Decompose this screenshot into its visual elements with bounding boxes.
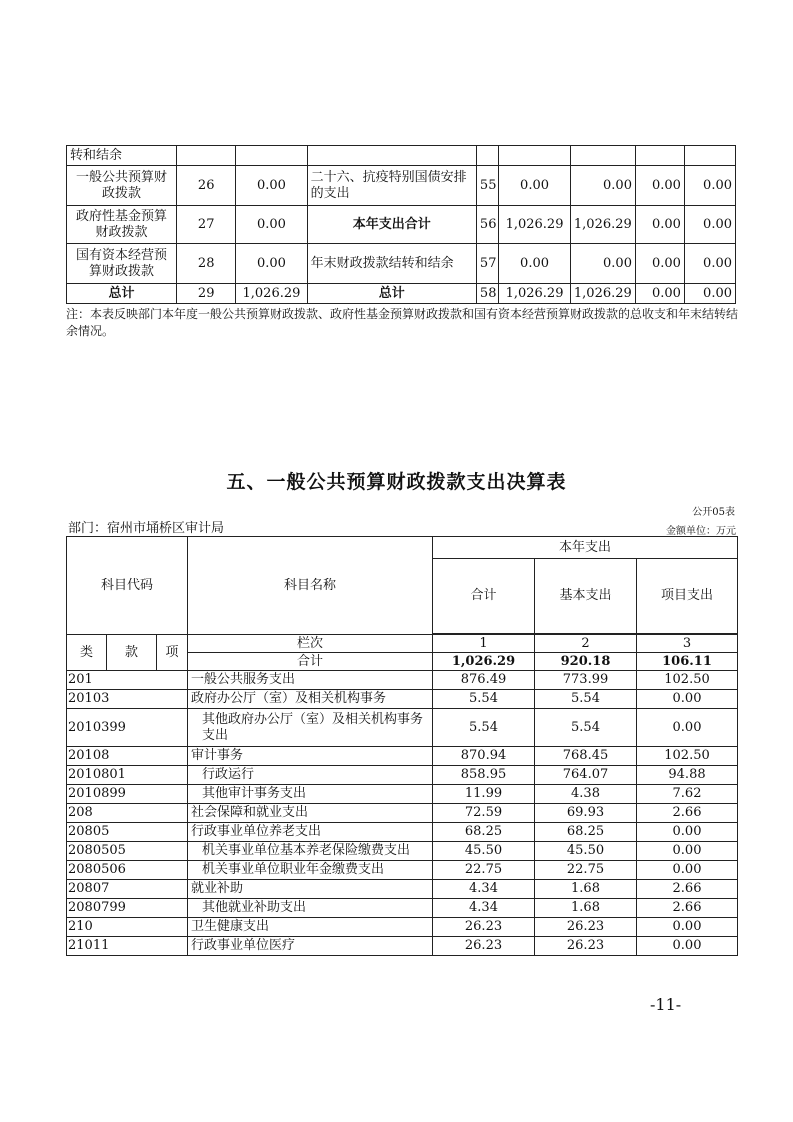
row-project: 94.88 xyxy=(637,766,738,785)
row-code: 21011 xyxy=(67,937,188,956)
amount-cell: 1,026.29 xyxy=(499,284,570,304)
row-name: 就业补助 xyxy=(188,880,433,899)
header-row xyxy=(67,537,738,559)
row-code: 20807 xyxy=(67,880,188,899)
amount-cell: 1,026.29 xyxy=(499,206,570,244)
header-row xyxy=(67,635,738,653)
row-project: 0.00 xyxy=(637,823,738,842)
table-row xyxy=(67,899,738,918)
row-code: 2010801 xyxy=(67,766,188,785)
row-name: 机关事业单位职业年金缴费支出 xyxy=(188,861,433,880)
row-basic: 69.93 xyxy=(535,804,637,823)
table-row xyxy=(67,842,738,861)
table-row xyxy=(67,937,738,956)
amount-cell xyxy=(236,146,307,166)
row-project: 0.00 xyxy=(637,709,738,747)
amount-cell: 0.00 xyxy=(684,206,735,244)
row-total: 870.94 xyxy=(433,747,535,766)
amount-cell: 0.00 xyxy=(684,284,735,304)
row-total: 4.34 xyxy=(433,880,535,899)
row-total: 4.34 xyxy=(433,899,535,918)
row-code: 2080505 xyxy=(67,842,188,861)
row-basic: 773.99 xyxy=(535,671,637,690)
row-project: 2.66 xyxy=(637,880,738,899)
amount-cell: 0.00 xyxy=(570,244,635,284)
row-total: 858.95 xyxy=(433,766,535,785)
amount-cell xyxy=(499,146,570,166)
line-number: 58 xyxy=(476,284,498,304)
row-label: 国有资本经营预算财政拨款 xyxy=(67,244,177,284)
table-row xyxy=(67,918,738,937)
row-total: 11.99 xyxy=(433,785,535,804)
table-row xyxy=(67,206,736,244)
amount-cell: 0.00 xyxy=(635,166,684,206)
row-name: 机关事业单位基本养老保险缴费支出 xyxy=(188,842,433,861)
amount-cell: 0.00 xyxy=(499,166,570,206)
line-number: 1 xyxy=(433,635,535,653)
col-project-header: 项目支出 xyxy=(637,559,738,634)
col-name-header: 科目名称 xyxy=(188,537,433,635)
line-number: 57 xyxy=(476,244,498,284)
line-number: 26 xyxy=(177,166,236,206)
fiscal-summary-table xyxy=(66,145,736,304)
amount-cell xyxy=(635,146,684,166)
amount-cell: 0.00 xyxy=(236,166,307,206)
row-label: 总计 xyxy=(307,284,476,304)
line-number: 3 xyxy=(637,635,738,653)
row-code: 2080506 xyxy=(67,861,188,880)
row-basic: 764.07 xyxy=(535,766,637,785)
row-name: 审计事务 xyxy=(188,747,433,766)
table-row xyxy=(67,284,736,304)
row-code: 201 xyxy=(67,671,188,690)
row-basic: 22.75 xyxy=(535,861,637,880)
row-basic: 68.25 xyxy=(535,823,637,842)
row-code: 20103 xyxy=(67,690,188,709)
line-number: 27 xyxy=(177,206,236,244)
row-name: 一般公共服务支出 xyxy=(188,671,433,690)
col-total-header: 合计 xyxy=(433,559,535,634)
amount-cell: 0.00 xyxy=(499,244,570,284)
page-number: -11- xyxy=(650,995,682,1014)
row-name: 行政事业单位医疗 xyxy=(188,937,433,956)
row-code: 2010899 xyxy=(67,785,188,804)
table-row xyxy=(67,880,738,899)
row-label: 一般公共预算财政拨款 xyxy=(67,166,177,206)
unit-label: 金额单位：万元 xyxy=(666,526,736,537)
amount-cell: 0.00 xyxy=(684,166,735,206)
row-name: 其他政府办公厅（室）及相关机构事务支出 xyxy=(188,709,433,747)
total-value: 106.11 xyxy=(637,653,738,671)
row-basic: 1.68 xyxy=(535,899,637,918)
total-label: 合计 xyxy=(188,653,433,671)
sub-lei: 类 xyxy=(67,635,107,671)
col-basic-header: 基本支出 xyxy=(535,559,637,634)
row-project: 102.50 xyxy=(637,671,738,690)
row-total: 5.54 xyxy=(433,709,535,747)
expenditure-table xyxy=(66,536,738,956)
row-project: 0.00 xyxy=(637,842,738,861)
amount-cell: 1,026.29 xyxy=(236,284,307,304)
row-total: 876.49 xyxy=(433,671,535,690)
row-basic: 5.54 xyxy=(535,709,637,747)
form-number: 公开05表 xyxy=(692,507,735,518)
row-code: 2080799 xyxy=(67,899,188,918)
total-value: 920.18 xyxy=(535,653,637,671)
row-total: 26.23 xyxy=(433,937,535,956)
line-number: 55 xyxy=(476,166,498,206)
row-project: 0.00 xyxy=(637,690,738,709)
row-name: 行政运行 xyxy=(188,766,433,785)
table-row xyxy=(67,766,738,785)
row-total: 22.75 xyxy=(433,861,535,880)
row-label xyxy=(307,146,476,166)
amount-cell: 0.00 xyxy=(635,284,684,304)
row-total: 5.54 xyxy=(433,690,535,709)
row-name: 卫生健康支出 xyxy=(188,918,433,937)
line-number xyxy=(177,146,236,166)
row-name: 行政事业单位养老支出 xyxy=(188,823,433,842)
row-basic: 26.23 xyxy=(535,918,637,937)
table-row xyxy=(67,709,738,747)
line-number: 56 xyxy=(476,206,498,244)
row-total: 72.59 xyxy=(433,804,535,823)
row-total: 68.25 xyxy=(433,823,535,842)
row-label: 二十六、抗疫特别国债安排的支出 xyxy=(307,166,476,206)
row-project: 0.00 xyxy=(637,937,738,956)
table-note: 注：本表反映部门本年度一般公共预算财政拨款、政府性基金预算财政拨款和国有资本经营预算财政拨款的总收支和年末结转结余情况。 xyxy=(66,307,739,338)
table-row xyxy=(67,146,736,166)
line-number xyxy=(476,146,498,166)
col-code-header: 科目代码 xyxy=(67,537,188,635)
row-basic: 26.23 xyxy=(535,937,637,956)
amount-cell: 0.00 xyxy=(570,166,635,206)
amount-cell: 1,026.29 xyxy=(570,206,635,244)
table-row xyxy=(67,804,738,823)
amount-cell: 0.00 xyxy=(635,206,684,244)
row-project: 2.66 xyxy=(637,804,738,823)
section-title: 五、一般公共预算财政拨款支出决算表 xyxy=(226,471,567,493)
row-basic: 5.54 xyxy=(535,690,637,709)
row-basic: 1.68 xyxy=(535,880,637,899)
sub-xiang: 项 xyxy=(157,635,188,671)
row-basic: 45.50 xyxy=(535,842,637,861)
row-name: 其他就业补助支出 xyxy=(188,899,433,918)
row-code: 20805 xyxy=(67,823,188,842)
row-project: 102.50 xyxy=(637,747,738,766)
table-row xyxy=(67,747,738,766)
total-value: 1,026.29 xyxy=(433,653,535,671)
amount-cell: 1,026.29 xyxy=(570,284,635,304)
row-label: 总计 xyxy=(67,284,177,304)
amount-cell: 0.00 xyxy=(236,244,307,284)
table-row xyxy=(67,861,738,880)
row-label: 政府性基金预算财政拨款 xyxy=(67,206,177,244)
line-number: 2 xyxy=(535,635,637,653)
row-project: 7.62 xyxy=(637,785,738,804)
amount-cell: 0.00 xyxy=(635,244,684,284)
sub-kuan: 款 xyxy=(107,635,157,671)
row-name: 政府办公厅（室）及相关机构事务 xyxy=(188,690,433,709)
row-code: 210 xyxy=(67,918,188,937)
row-basic: 4.38 xyxy=(535,785,637,804)
table-row xyxy=(67,671,738,690)
row-project: 0.00 xyxy=(637,918,738,937)
table-row xyxy=(67,244,736,284)
department-label: 部门：宿州市埇桥区审计局 xyxy=(68,521,225,536)
amount-cell: 0.00 xyxy=(684,244,735,284)
line-number: 28 xyxy=(177,244,236,284)
row-code: 208 xyxy=(67,804,188,823)
row-total: 26.23 xyxy=(433,918,535,937)
table-row xyxy=(67,823,738,842)
row-code: 20108 xyxy=(67,747,188,766)
row-project: 2.66 xyxy=(637,899,738,918)
table-row xyxy=(67,785,738,804)
row-label: 年末财政拨款结转和结余 xyxy=(307,244,476,284)
row-label: 本年支出合计 xyxy=(307,206,476,244)
row-label: 转和结余 xyxy=(67,146,177,166)
year-expense-header: 本年支出 xyxy=(433,537,738,559)
row-total: 45.50 xyxy=(433,842,535,861)
row-basic: 768.45 xyxy=(535,747,637,766)
amount-cell xyxy=(684,146,735,166)
line-label: 栏次 xyxy=(188,635,433,653)
table-row xyxy=(67,690,738,709)
row-name: 其他审计事务支出 xyxy=(188,785,433,804)
amount-cell xyxy=(570,146,635,166)
row-project: 0.00 xyxy=(637,861,738,880)
line-number: 29 xyxy=(177,284,236,304)
row-code: 2010399 xyxy=(67,709,188,747)
row-name: 社会保障和就业支出 xyxy=(188,804,433,823)
amount-cell: 0.00 xyxy=(236,206,307,244)
table-row xyxy=(67,166,736,206)
